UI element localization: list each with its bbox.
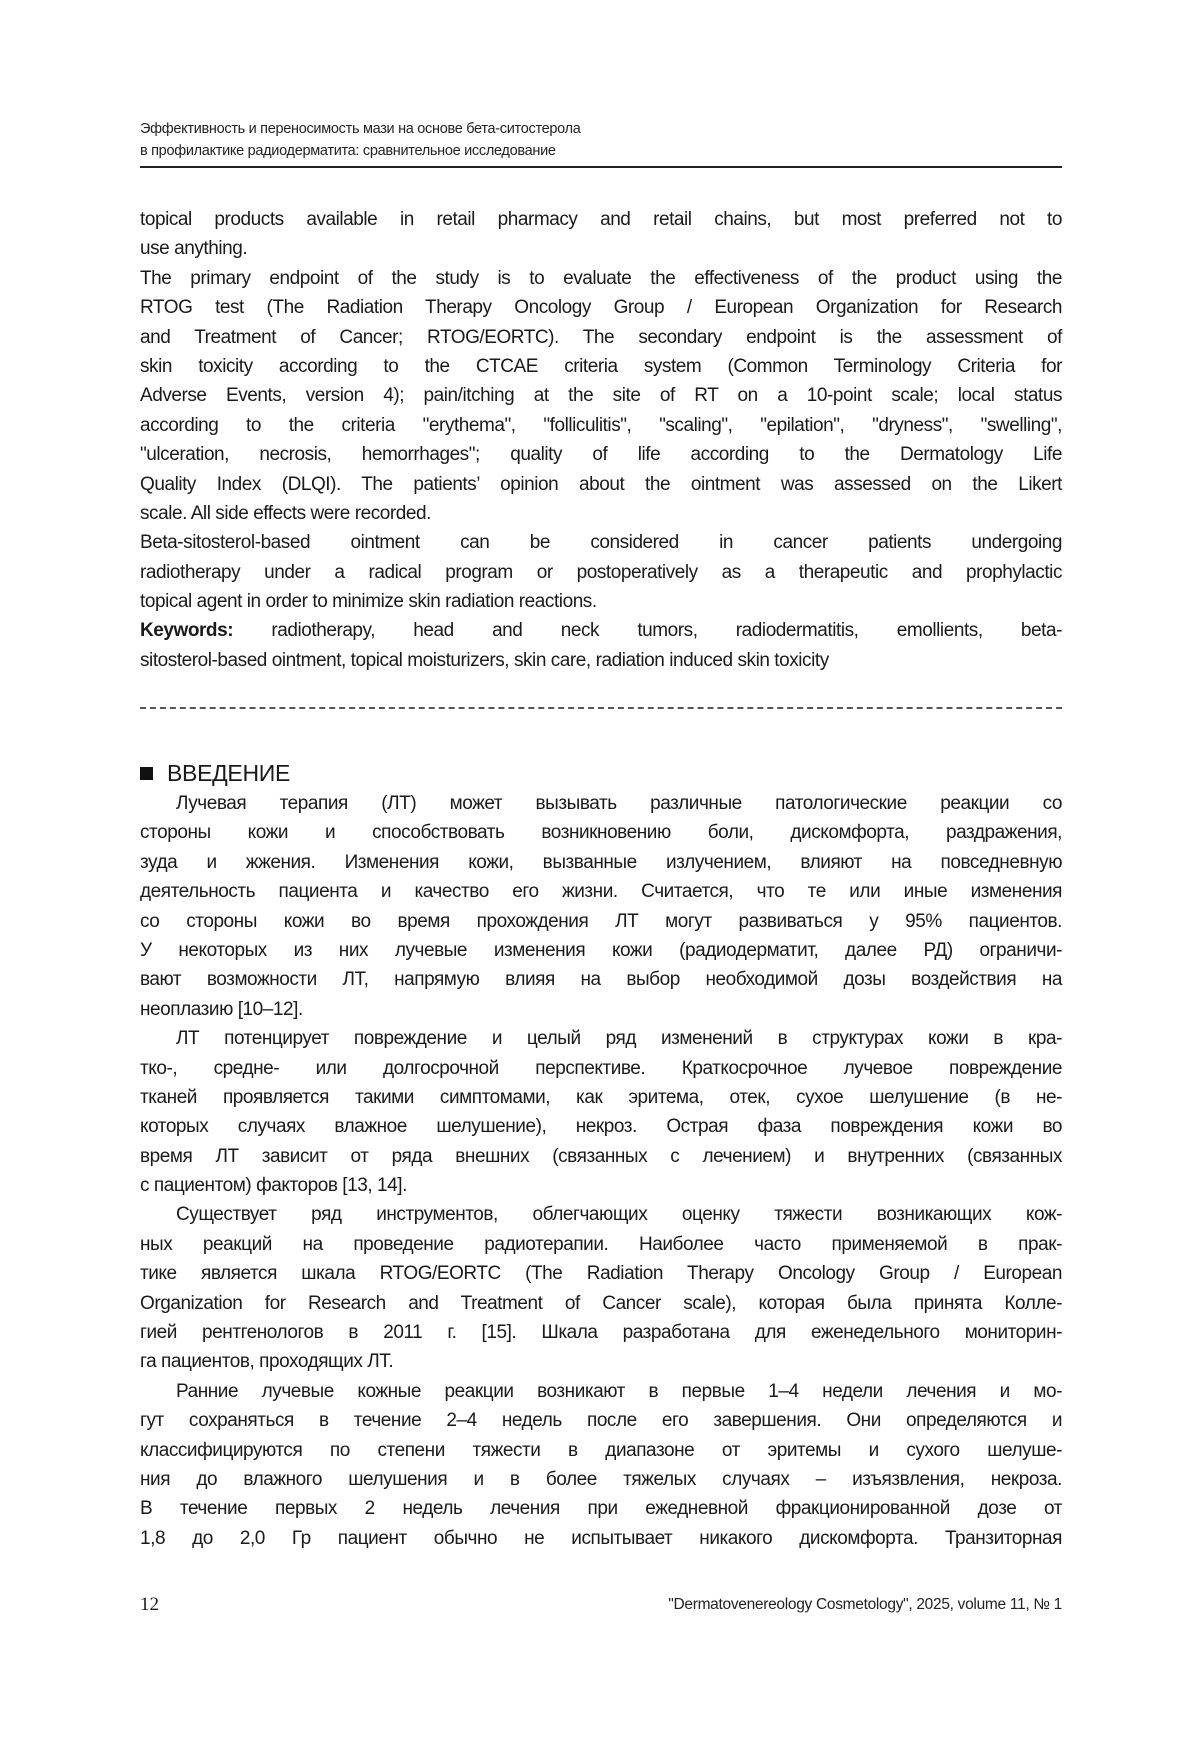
text-line: topical products available in retail pharmacy and retail chains, but most preferred not to <box>140 205 1062 234</box>
page-number: 12 <box>140 1594 159 1616</box>
introduction-text <box>140 789 1062 1553</box>
text-line: неоплазию [10–12]. <box>140 995 1062 1024</box>
text-line: гут сохраняться в течение 2–4 недель после его завершения. Они определяются и <box>140 1406 1062 1435</box>
text-line: 1,8 до 2,0 Гр пациент обычно не испытывает никакого дискомфорта. Транзиторная <box>140 1524 1062 1553</box>
text-line: время ЛТ зависит от ряда внешних (связанных с лечением) и внутренних (связанных <box>140 1142 1062 1171</box>
text-line: "ulceration, necrosis, hemorrhages"; quality of life according to the Dermatology Life <box>140 440 1062 469</box>
keywords-text: radiotherapy, head and neck tumors, radiodermatitis, emollients, beta- <box>233 620 1062 641</box>
abstract-text <box>140 205 1062 675</box>
text-line: ния до влажного шелушения и в более тяжелых случаях – изъязвления, некроза. <box>140 1465 1062 1494</box>
header-rule <box>140 166 1062 168</box>
text-line: В течение первых 2 недель лечения при ежедневной фракционированной дозе от <box>140 1494 1062 1523</box>
text-line: тко-, средне- или долгосрочной перспективе. Краткосрочное лучевое повреждение <box>140 1054 1062 1083</box>
text-line: scale. All side effects were recorded. <box>140 499 1062 528</box>
text-line: Beta-sitosterol-based ointment can be considered in cancer patients undergoing <box>140 528 1062 557</box>
text-line: sitosterol-based ointment, topical moisturizers, skin care, radiation induced skin toxicity <box>140 646 1062 675</box>
text-line: деятельность пациента и качество его жизни. Считается, что те или иные изменения <box>140 877 1062 906</box>
text-line: ных реакций на проведение радиотерапии. Наиболее часто применяемой в прак- <box>140 1230 1062 1259</box>
text-line: use anything. <box>140 234 1062 263</box>
section-heading-text: ВВЕДЕНИЕ <box>167 758 290 788</box>
text-line: The primary endpoint of the study is to evaluate the effectiveness of the product using the <box>140 264 1062 293</box>
text-line: Quality Index (DLQI). The patients’ opinion about the ointment was assessed on the Likert <box>140 470 1062 499</box>
text-line: radiotherapy under a radical program or postoperatively as a therapeutic and prophylactic <box>140 558 1062 587</box>
text-line: зуда и жжения. Изменения кожи, вызванные излучением, влияют на повседневную <box>140 848 1062 877</box>
text-line: с пациентом) факторов [13, 14]. <box>140 1171 1062 1200</box>
text-line: Adverse Events, version 4); pain/itching at the site of RT on a 10-point scale; local status <box>140 381 1062 410</box>
text-line: тике является шкала RTOG/EORTC (The Radiation Therapy Oncology Group / European <box>140 1259 1062 1288</box>
text-line: вают возможности ЛТ, напрямую влияя на выбор необходимой дозы воздействия на <box>140 965 1062 994</box>
text-line: Лучевая терапия (ЛТ) может вызывать различные патологические реакции со <box>140 789 1062 818</box>
text-line: Ранние лучевые кожные реакции возникают в первые 1–4 недели лечения и мо- <box>140 1377 1062 1406</box>
section-heading <box>140 758 290 788</box>
text-line: Organization for Research and Treatment of Cancer scale), которая была принята Колле- <box>140 1289 1062 1318</box>
text-line: У некоторых из них лучевые изменения кожи (радиодерматит, далее РД) ограничи- <box>140 936 1062 965</box>
text-line: стороны кожи и способствовать возникновению боли, дискомфорта, раздражения, <box>140 818 1062 847</box>
text-line: которых случаях влажное шелушение), некроз. Острая фаза повреждения кожи во <box>140 1112 1062 1141</box>
running-head-line: в профилактике радиодерматита: сравнительное исследование <box>140 140 1062 162</box>
section-divider <box>140 707 1062 709</box>
text-line: га пациентов, проходящих ЛТ. <box>140 1347 1062 1376</box>
text-line: гией рентгенологов в 2011 г. [15]. Шкала разработана для еженедельного мониторин- <box>140 1318 1062 1347</box>
text-line: классифицируются по степени тяжести в диапазоне от эритемы и сухого шелуше- <box>140 1436 1062 1465</box>
text-line: Существует ряд инструментов, облегчающих оценку тяжести возникающих кож- <box>140 1200 1062 1229</box>
keywords-line <box>140 616 1062 645</box>
text-line: and Treatment of Cancer; RTOG/EORTC). The secondary endpoint is the assessment of <box>140 323 1062 352</box>
text-line: тканей проявляется такими симптомами, как эритема, отек, сухое шелушение (в не- <box>140 1083 1062 1112</box>
keywords-label: Keywords: <box>140 620 233 641</box>
text-line: topical agent in order to minimize skin radiation reactions. <box>140 587 1062 616</box>
text-line: со стороны кожи во время прохождения ЛТ могут развиваться у 95% пациентов. <box>140 907 1062 936</box>
text-line: skin toxicity according to the CTCAE criteria system (Common Terminology Criteria for <box>140 352 1062 381</box>
text-line: RTOG test (The Radiation Therapy Oncology Group / European Organization for Research <box>140 293 1062 322</box>
journal-citation: "Dermatovenereology Cosmetology", 2025, volume 11, № 1 <box>668 1596 1062 1614</box>
text-line: ЛТ потенцирует повреждение и целый ряд изменений в структурах кожи в кра- <box>140 1024 1062 1053</box>
running-head <box>140 118 1062 162</box>
text-line: according to the criteria "erythema", "folliculitis", "scaling", "epilation", "dryness", "swelling", <box>140 411 1062 440</box>
square-bullet-icon <box>140 767 153 780</box>
running-head-line: Эффективность и переносимость мази на основе бета-ситостерола <box>140 118 1062 140</box>
